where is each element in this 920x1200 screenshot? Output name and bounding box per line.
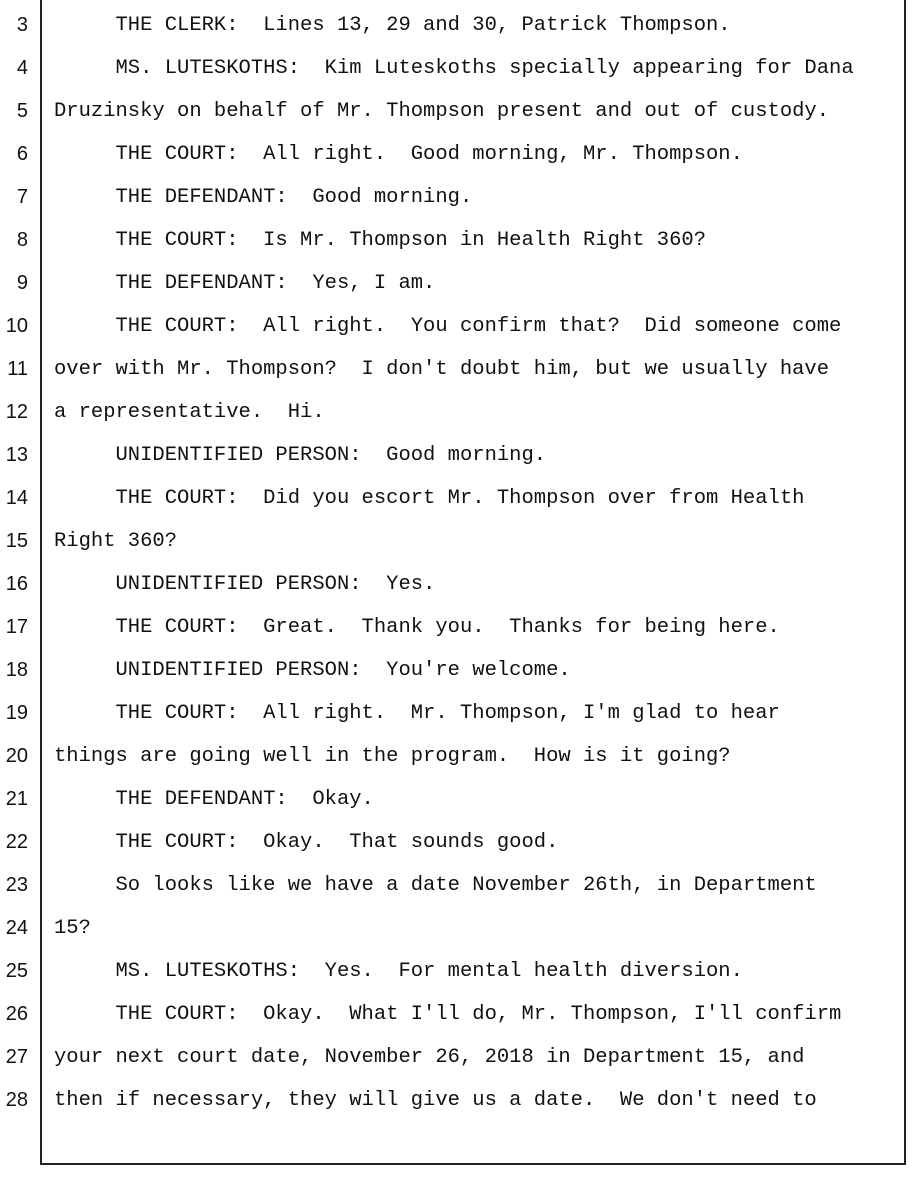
line-text: a representative. Hi. bbox=[54, 401, 325, 424]
transcript-line bbox=[0, 219, 910, 262]
line-number: 14 bbox=[5, 487, 28, 509]
line-text: 15? bbox=[54, 917, 91, 940]
line-text: THE COURT: Did you escort Mr. Thompson over from Health bbox=[54, 487, 805, 510]
line-number: 17 bbox=[5, 616, 28, 638]
transcript-line bbox=[0, 563, 910, 606]
line-number: 4 bbox=[16, 57, 28, 79]
transcript-line bbox=[0, 821, 910, 864]
line-text: your next court date, November 26, 2018 in Department 15, and bbox=[54, 1046, 805, 1069]
line-text: THE DEFENDANT: Yes, I am. bbox=[54, 272, 436, 295]
line-text: MS. LUTESKOTHS: Yes. For mental health diversion. bbox=[54, 960, 743, 983]
line-text: Right 360? bbox=[54, 530, 178, 553]
line-text: THE COURT: Is Mr. Thompson in Health Right 360? bbox=[54, 229, 707, 252]
line-text: THE DEFENDANT: Okay. bbox=[54, 788, 374, 811]
line-text: THE COURT: Okay. That sounds good. bbox=[54, 831, 559, 854]
line-number: 5 bbox=[16, 100, 28, 122]
line-text: THE COURT: Okay. What I'll do, Mr. Thompson, I'll confirm bbox=[54, 1003, 842, 1026]
line-number: 23 bbox=[5, 874, 28, 896]
line-number: 13 bbox=[5, 444, 28, 466]
line-number: 3 bbox=[16, 14, 28, 36]
transcript-line bbox=[0, 305, 910, 348]
transcript-line bbox=[0, 606, 910, 649]
line-number: 16 bbox=[5, 573, 28, 595]
line-number: 12 bbox=[5, 401, 28, 423]
transcript-line bbox=[0, 692, 910, 735]
transcript-line bbox=[0, 4, 910, 47]
line-text: So looks like we have a date November 26th, in Department bbox=[54, 874, 817, 897]
line-number: 8 bbox=[16, 229, 28, 251]
line-text: UNIDENTIFIED PERSON: Yes. bbox=[54, 573, 436, 596]
line-number: 22 bbox=[5, 831, 28, 853]
transcript-line bbox=[0, 520, 910, 563]
line-text: UNIDENTIFIED PERSON: Good morning. bbox=[54, 444, 547, 467]
line-text: UNIDENTIFIED PERSON: You're welcome. bbox=[54, 659, 571, 682]
transcript-line bbox=[0, 1079, 910, 1122]
line-text: THE DEFENDANT: Good morning. bbox=[54, 186, 473, 209]
line-number: 21 bbox=[5, 788, 28, 810]
transcript-line bbox=[0, 176, 910, 219]
line-number: 24 bbox=[5, 917, 28, 939]
transcript-line bbox=[0, 950, 910, 993]
line-number: 20 bbox=[5, 745, 28, 767]
line-text: THE COURT: All right. Mr. Thompson, I'm glad to hear bbox=[54, 702, 780, 725]
line-text: over with Mr. Thompson? I don't doubt him, but we usually have bbox=[54, 358, 830, 381]
line-number: 26 bbox=[5, 1003, 28, 1025]
line-number: 28 bbox=[5, 1089, 28, 1111]
transcript-line bbox=[0, 1036, 910, 1079]
transcript-line bbox=[0, 348, 910, 391]
transcript-line bbox=[0, 391, 910, 434]
line-number: 18 bbox=[5, 659, 28, 681]
transcript-line bbox=[0, 864, 910, 907]
transcript-line bbox=[0, 477, 910, 520]
line-text: then if necessary, they will give us a date. We don't need to bbox=[54, 1089, 817, 1112]
transcript-line bbox=[0, 434, 910, 477]
transcript-line bbox=[0, 262, 910, 305]
line-text: MS. LUTESKOTHS: Kim Luteskoths specially appearing for Dana bbox=[54, 57, 854, 80]
line-number: 15 bbox=[5, 530, 28, 552]
line-text: things are going well in the program. How is it going? bbox=[54, 745, 731, 768]
transcript-line bbox=[0, 649, 910, 692]
transcript-line bbox=[0, 735, 910, 778]
line-number: 11 bbox=[7, 358, 28, 380]
line-text: THE CLERK: Lines 13, 29 and 30, Patrick Thompson. bbox=[54, 14, 731, 37]
line-text: Druzinsky on behalf of Mr. Thompson present and out of custody. bbox=[54, 100, 830, 123]
transcript-line bbox=[0, 47, 910, 90]
line-text: THE COURT: All right. You confirm that? Did someone come bbox=[54, 315, 842, 338]
line-number: 25 bbox=[5, 960, 28, 982]
line-number: 9 bbox=[16, 272, 28, 294]
transcript-line bbox=[0, 993, 910, 1036]
transcript-line bbox=[0, 907, 910, 950]
line-number: 10 bbox=[5, 315, 28, 337]
transcript-line bbox=[0, 778, 910, 821]
line-number: 7 bbox=[16, 186, 28, 208]
line-number: 19 bbox=[5, 702, 28, 724]
line-text: THE COURT: Great. Thank you. Thanks for being here. bbox=[54, 616, 780, 639]
transcript-line bbox=[0, 133, 910, 176]
line-number: 6 bbox=[16, 143, 28, 165]
line-number: 27 bbox=[5, 1046, 28, 1068]
line-text: THE COURT: All right. Good morning, Mr. Thompson. bbox=[54, 143, 743, 166]
transcript-line bbox=[0, 90, 910, 133]
